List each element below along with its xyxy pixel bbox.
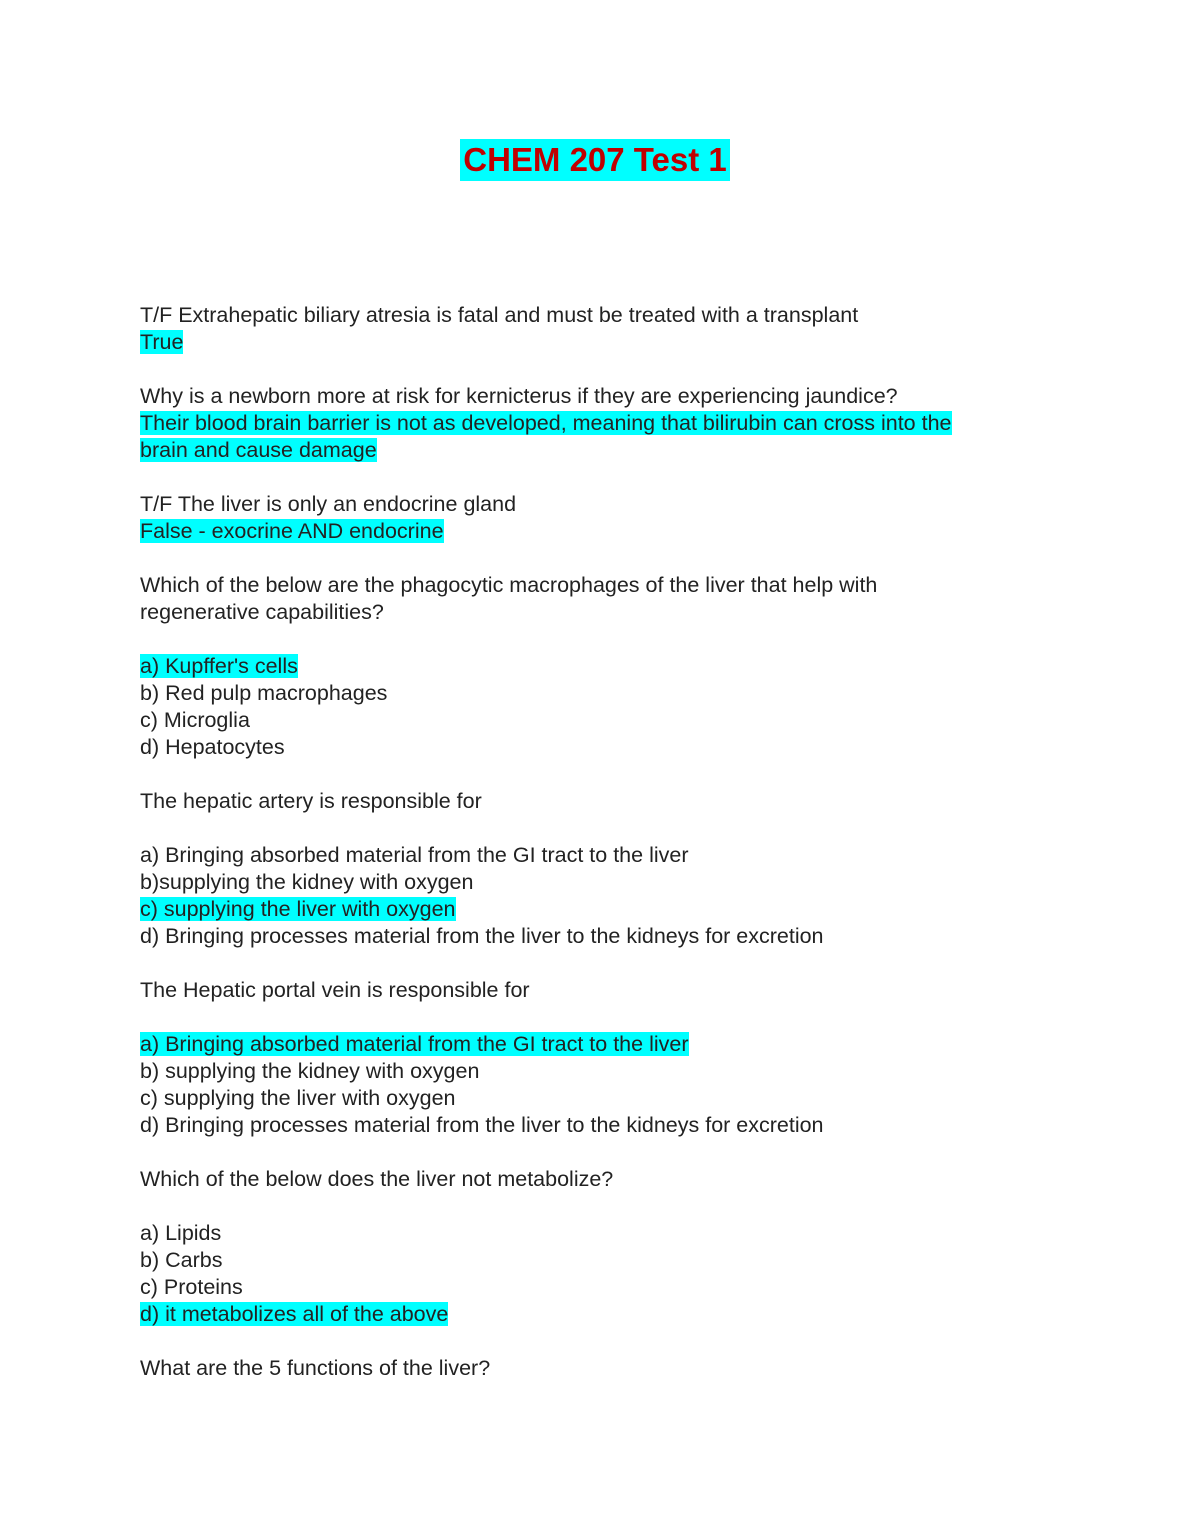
answer-1: True <box>140 330 184 354</box>
option-7d-correct: d) it metabolizes all of the above <box>140 1302 449 1326</box>
question-5: The hepatic artery is responsible for <box>140 789 482 813</box>
option-7a: a) Lipids <box>140 1221 222 1245</box>
option-7c: c) Proteins <box>140 1275 243 1299</box>
option-6c: c) supplying the liver with oxygen <box>140 1086 456 1110</box>
answer-2-line-2: brain and cause damage <box>140 438 377 462</box>
question-4-line-1: Which of the below are the phagocytic macrophages of the liver that help with <box>140 573 878 597</box>
answer-2-line-1: Their blood brain barrier is not as developed, meaning that bilirubin can cross into the <box>140 411 952 435</box>
answer-3: False - exocrine AND endocrine <box>140 519 444 543</box>
option-6d: d) Bringing processes material from the liver to the kidneys for excretion <box>140 1113 824 1137</box>
option-6a-correct: a) Bringing absorbed material from the GI tract to the liver <box>140 1032 689 1056</box>
option-6b: b) supplying the kidney with oxygen <box>140 1059 480 1083</box>
question-7: Which of the below does the liver not metabolize? <box>140 1167 614 1191</box>
option-4a-correct: a) Kupffer's cells <box>140 654 298 678</box>
option-7b: b) Carbs <box>140 1248 223 1272</box>
title-wrap <box>0 139 1190 181</box>
question-list <box>140 302 1040 1382</box>
question-3: T/F The liver is only an endocrine gland <box>140 492 517 516</box>
option-5b: b)supplying the kidney with oxygen <box>140 870 474 894</box>
option-5c-correct: c) supplying the liver with oxygen <box>140 897 456 921</box>
option-5d: d) Bringing processes material from the liver to the kidneys for excretion <box>140 924 824 948</box>
question-6: The Hepatic portal vein is responsible for <box>140 978 530 1002</box>
question-8: What are the 5 functions of the liver? <box>140 1356 491 1380</box>
option-4b: b) Red pulp macrophages <box>140 681 388 705</box>
question-1: T/F Extrahepatic biliary atresia is fatal and must be treated with a transplant <box>140 303 859 327</box>
question-2: Why is a newborn more at risk for kernicterus if they are experiencing jaundice? <box>140 384 898 408</box>
question-4-line-2: regenerative capabilities? <box>140 600 384 624</box>
option-4c: c) Microglia <box>140 708 250 732</box>
option-4d: d) Hepatocytes <box>140 735 285 759</box>
option-5a: a) Bringing absorbed material from the GI tract to the liver <box>140 843 689 867</box>
page-title: CHEM 207 Test 1 <box>460 139 729 181</box>
